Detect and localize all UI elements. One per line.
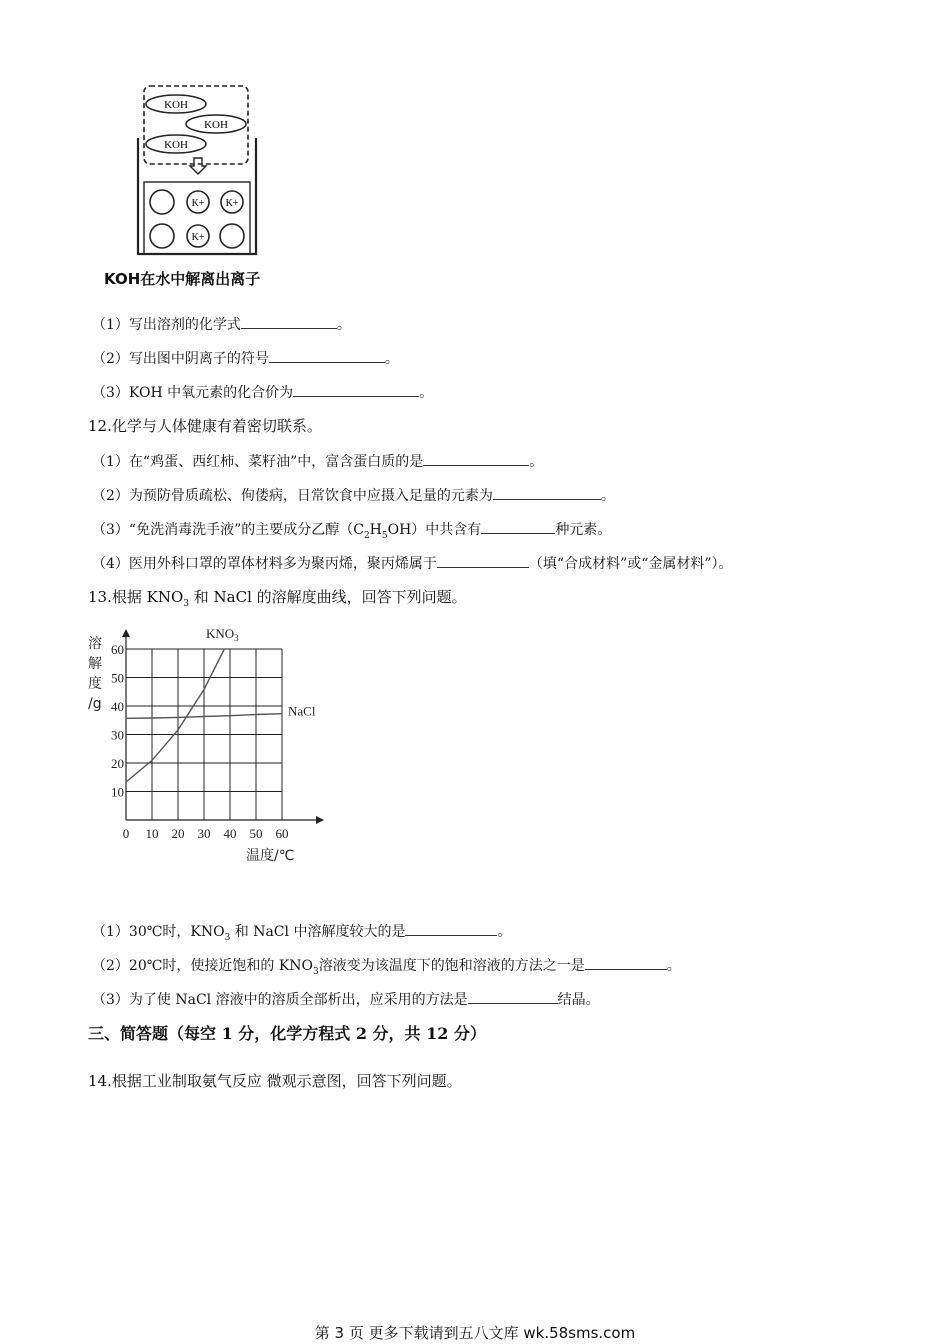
q13-part3: （3）为了使 NaCl 溶液中的溶质全部析出，应采用的方法是 结晶。 bbox=[92, 989, 600, 1010]
q13-part1: （1）30℃时，$KNO_3$ 和 NaCl 中溶解度较大的是 。 bbox=[92, 921, 511, 948]
y-axis-arrow-icon bbox=[122, 629, 130, 637]
x-tick-label: 50 bbox=[249, 826, 263, 841]
section-title: 三、简答题（每空 1 分，化学方程式 2 分，共 12 分） bbox=[88, 1024, 486, 1043]
x-tick-label: 60 bbox=[275, 826, 289, 841]
ion-label-3: K+ bbox=[191, 232, 205, 243]
chart-grid bbox=[126, 649, 282, 820]
y-tick-label: 10 bbox=[111, 784, 124, 800]
q12-title: 12.化学与人体健康有着密切联系。 bbox=[88, 417, 322, 435]
q11-part3: （3）KOH 中氧元素的化合价为 。 bbox=[92, 382, 433, 403]
koh-label-2: KOH bbox=[204, 119, 228, 131]
y-axis-label: /g bbox=[88, 696, 102, 712]
answer-blank[interactable] bbox=[493, 485, 601, 500]
y-tick-label: 50 bbox=[111, 670, 124, 686]
series-label: NaCl bbox=[288, 703, 316, 719]
y-axis-label: 解 bbox=[88, 656, 102, 672]
q12-part1: （1）在“鸡蛋、西红柿、菜籽油”中，富含蛋白质的是 。 bbox=[92, 451, 543, 472]
x-tick-label: 40 bbox=[223, 826, 237, 841]
q12-part2: （2）为预防骨质疏松、佝偻病，日常饮食中应摄入足量的元素为 。 bbox=[92, 485, 615, 506]
koh-label-1: KOH bbox=[164, 99, 188, 111]
answer-blank[interactable] bbox=[293, 382, 419, 397]
q13-title: 13.根据 $KNO_3$ 和 NaCl 的溶解度曲线，回答下列问题。 bbox=[88, 588, 467, 609]
x-tick-label: 20 bbox=[171, 826, 185, 841]
x-tick-label: 30 bbox=[197, 826, 211, 841]
series-line-kno3 bbox=[126, 649, 224, 782]
x-tick-label: 10 bbox=[145, 826, 159, 841]
answer-blank[interactable] bbox=[585, 955, 667, 970]
y-axis-label: 溶 bbox=[88, 636, 102, 652]
answer-blank[interactable] bbox=[481, 519, 555, 534]
q13-part2: （2）20℃时，使接近饱和的 $KNO_3$溶液变为该温度下的饱和溶液的方法之一是 。 bbox=[92, 955, 681, 982]
x-tick-label: 0 bbox=[122, 826, 130, 841]
answer-blank[interactable] bbox=[405, 921, 497, 936]
q12-part3: （3）“免洗消毒洗手液”的主要成分乙醇$(C_2H_5OH)$中共含有 种元素。 bbox=[92, 519, 611, 546]
x-axis-label: 温度/℃ bbox=[246, 848, 295, 864]
ion-label-1: K+ bbox=[191, 198, 205, 209]
y-axis-label: 度 bbox=[88, 676, 102, 692]
ion-label-2: K+ bbox=[225, 198, 239, 209]
series-label: $KNO_3$ bbox=[206, 626, 239, 643]
y-tick-label: 60 bbox=[111, 642, 124, 657]
figure-caption: KOH在水中解离出离子 bbox=[104, 270, 261, 288]
q11-part1: （1）写出溶剂的化学式 。 bbox=[92, 314, 351, 335]
answer-blank[interactable] bbox=[423, 451, 529, 466]
q14-title: 14.根据工业制取氨气反应 微观示意图，回答下列问题。 bbox=[88, 1072, 462, 1090]
x-axis-arrow-icon bbox=[316, 816, 324, 824]
y-tick-label: 30 bbox=[111, 727, 124, 743]
y-tick-label: 40 bbox=[111, 699, 124, 714]
page-footer: 第 3 页 更多下载请到五八文库 wk.58sms.com bbox=[314, 1324, 636, 1342]
koh-dissociation-figure bbox=[130, 78, 270, 268]
solubility-chart bbox=[84, 620, 344, 870]
answer-blank[interactable] bbox=[241, 314, 337, 329]
koh-label-3: KOH bbox=[164, 139, 188, 151]
down-arrow-icon bbox=[190, 158, 206, 174]
q11-part2: （2）写出图中阴离子的符号 。 bbox=[92, 348, 399, 369]
answer-blank[interactable] bbox=[468, 989, 558, 1004]
answer-blank[interactable] bbox=[437, 553, 529, 568]
answer-blank[interactable] bbox=[269, 348, 385, 363]
y-tick-label: 20 bbox=[111, 756, 124, 771]
q12-part4: （4）医用外科口罩的罩体材料多为聚丙烯，聚丙烯属于 （填“合成材料”或“金属材料”）。 bbox=[92, 553, 733, 574]
